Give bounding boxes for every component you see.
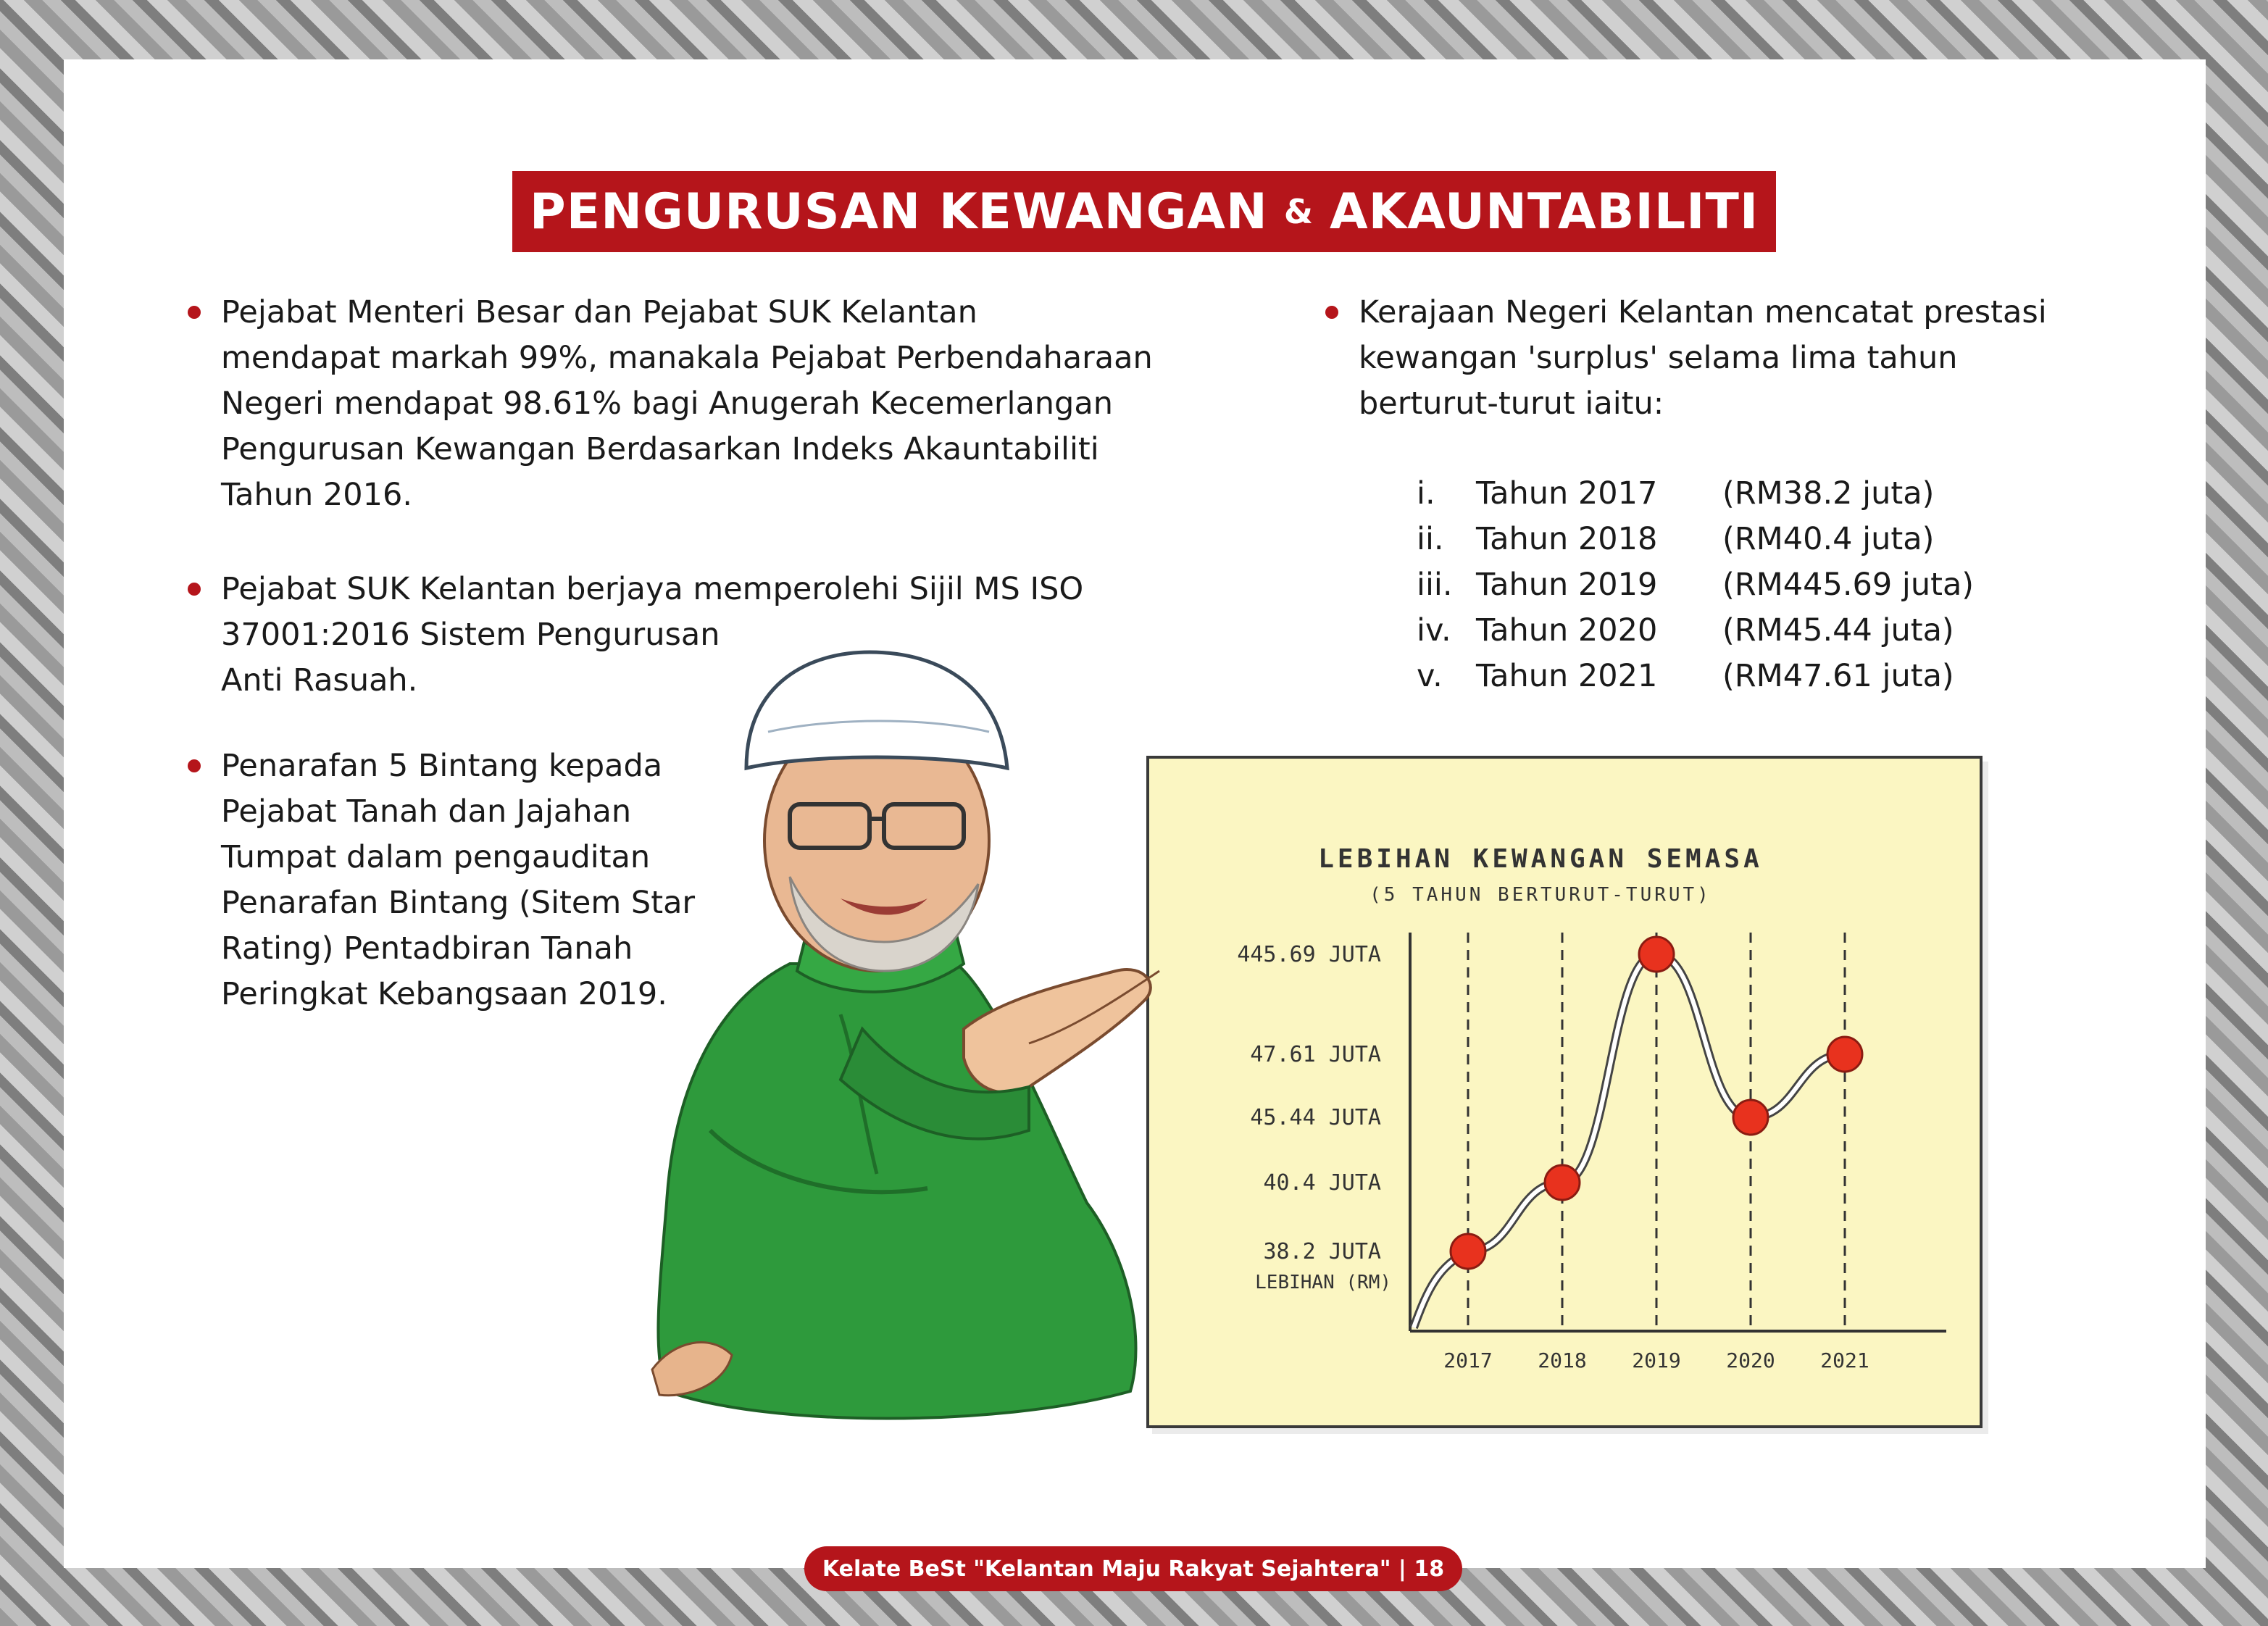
surplus-chart — [1149, 759, 1980, 1425]
list-item — [1417, 517, 1974, 562]
bullet-line: Penarafan 5 Bintang kepada — [221, 748, 663, 784]
chart-y-axis-label: LEBIHAN (RM) — [1255, 1272, 1391, 1293]
chart-series-line-shadow — [1414, 954, 1845, 1327]
list-item-year: Tahun 2019 — [1476, 567, 1658, 603]
chart-x-tick-label: 2018 — [1538, 1348, 1587, 1372]
footer-text: Kelate BeSt "Kelantan Maju Rakyat Sejahtera" | 18 — [822, 1556, 1445, 1582]
chart-title: LEBIHAN KEWANGAN SEMASA — [1318, 844, 1763, 874]
list-item-year: Tahun 2017 — [1476, 475, 1658, 512]
footer-badge — [804, 1546, 1462, 1591]
page-title — [512, 171, 1776, 252]
chart-x-tick-label: 2020 — [1726, 1348, 1775, 1372]
list-item-number: ii. — [1417, 521, 1444, 557]
list-item-amount: (RM40.4 juta) — [1722, 521, 1935, 557]
list-item-amount: (RM38.2 juta) — [1722, 475, 1935, 512]
cap-icon — [746, 652, 1007, 768]
chart-point-2019 — [1639, 937, 1674, 972]
list-item-year: Tahun 2021 — [1476, 658, 1658, 694]
title-ampersand: & — [1283, 192, 1314, 231]
chart-y-tick-label: 45.44 JUTA — [1250, 1105, 1381, 1130]
list-item-amount: (RM47.61 juta) — [1722, 658, 1954, 694]
chart-point-2021 — [1827, 1037, 1862, 1072]
list-item-amount: (RM45.44 juta) — [1722, 612, 1954, 649]
chart-y-tick-label: 40.4 JUTA — [1263, 1170, 1381, 1196]
chart-point-2017 — [1451, 1234, 1485, 1269]
title-part-1: PENGURUSAN KEWANGAN — [529, 183, 1268, 241]
bullet-line: 37001:2016 Sistem Pengurusan — [221, 617, 720, 653]
list-item-year: Tahun 2020 — [1476, 612, 1658, 649]
bullet-anugerah — [221, 290, 1153, 518]
bullet-line: Rating) Pentadbiran Tanah — [221, 930, 633, 967]
list-item-number: v. — [1417, 658, 1443, 694]
chart-y-tick-label: 38.2 JUTA — [1263, 1239, 1381, 1264]
figure-illustration — [623, 623, 1196, 1442]
bullet-line: berturut-turut iaitu: — [1359, 385, 1664, 422]
list-item-number: iii. — [1417, 567, 1453, 603]
list-item-number: i. — [1417, 475, 1435, 512]
list-item — [1417, 608, 1974, 654]
surplus-list — [1417, 471, 1974, 699]
bullet-surplus — [1359, 290, 2047, 427]
chart-point-2020 — [1733, 1100, 1768, 1135]
list-item — [1417, 471, 1974, 517]
chart-x-tick-label: 2017 — [1443, 1348, 1493, 1372]
chart-x-tick-label: 2019 — [1632, 1348, 1681, 1372]
list-item-amount: (RM445.69 juta) — [1722, 567, 1975, 603]
list-item — [1417, 562, 1974, 608]
bullet-line: Kerajaan Negeri Kelantan mencatat prestasi — [1359, 294, 2047, 330]
list-item — [1417, 654, 1974, 699]
bullet-line: Pejabat Menteri Besar dan Pejabat SUK Kelantan — [221, 294, 977, 330]
list-item-number: iv. — [1417, 612, 1451, 649]
bullet-line: Anti Rasuah. — [221, 662, 418, 699]
bullet-line: Penarafan Bintang (Sitem Star — [221, 885, 696, 921]
bullet-line: Negeri mendapat 98.61% bagi Anugerah Kecemerlangan — [221, 385, 1113, 422]
chart-point-2018 — [1545, 1165, 1580, 1200]
bullet-line: Pejabat SUK Kelantan berjaya memperolehi Sijil MS ISO — [221, 571, 1084, 607]
bullet-line: Tahun 2016. — [221, 477, 413, 513]
chart-y-tick-label: 445.69 JUTA — [1237, 942, 1381, 967]
bullet-line: Peringkat Kebangsaan 2019. — [221, 976, 667, 1012]
list-item-year: Tahun 2018 — [1476, 521, 1658, 557]
chart-series-line — [1414, 954, 1845, 1327]
bullet-line: Pejabat Tanah dan Jajahan — [221, 793, 632, 830]
bullet-line: Tumpat dalam pengauditan — [221, 839, 651, 875]
bullet-line: kewangan 'surplus' selama lima tahun — [1359, 340, 1958, 376]
chart-x-tick-label: 2021 — [1820, 1348, 1869, 1372]
bullet-line: Pengurusan Kewangan Berdasarkan Indeks Akauntabiliti — [221, 431, 1099, 467]
chart-y-tick-label: 47.61 JUTA — [1250, 1042, 1381, 1067]
chart-subtitle: (5 TAHUN BERTURUT-TURUT) — [1369, 884, 1712, 906]
chart-board — [1146, 756, 1983, 1428]
bullet-line: mendapat markah 99%, manakala Pejabat Perbendaharaan — [221, 340, 1153, 376]
title-part-2: AKAUNTABILITI — [1329, 183, 1759, 241]
